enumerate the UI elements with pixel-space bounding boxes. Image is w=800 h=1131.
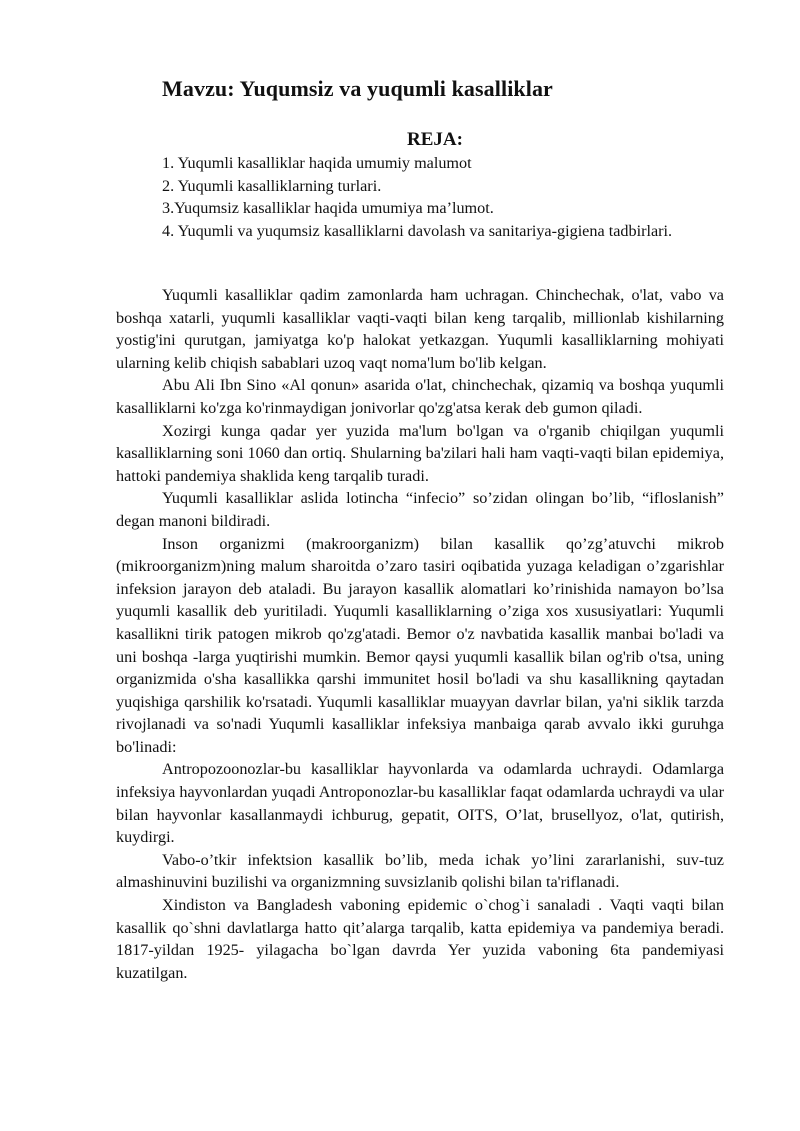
document-title: Mavzu: Yuqumsiz va yuqumli kasalliklar (162, 76, 553, 101)
plan-item: 4. Yuqumli va yuqumsiz kasalliklarni davolash va sanitariya-gigiena tadbirlari. (162, 221, 673, 240)
paragraph: Inson organizmi (makroorganizm) bilan kasallik qo’zg’atuvchi mikrob (mikroorganizm)ning malum sharoitda o’zaro tasiri oqibatida yuzaga keladigan o’zgarishlar infeksion jarayon deb ataladi. Bu jarayon kasallik alomatlari ko’rinishida namayon bo’lsa yuqumli kasallik deb yuritiladi. Yuqumli kasalliklarning o’ziga xos xususiyatlari: Yuqumli kasallikni tirik patogen mikrob qo'zg'atadi. Bemor o'z navbatida kasallik manbai bo'ladi va uni boshqa -larga yuqtirishi mumkin. Bemor qaysi yuqumli kasallik bilan og'rib o'tsa, uning organizmida o'sha kasallikka qarshi immunitet hosil bo'ladi va shu kasallikning qaytadan yuqishiga qarshilik ko'rsatadi. Yuqumli kasalliklar muayyan davrlar bilan, ya'ni siklik tarzda rivojlanadi va so'nadi Yuqumli kasalliklar infeksiya manbaiga qarab avvalo ikki guruhga bo'linadi: (116, 534, 724, 756)
paragraph: Yuqumli kasalliklar aslida lotincha “infecio” so’zidan olingan bo’lib, “ifloslanish” degan manoni bildiradi. (116, 489, 724, 530)
plan-list (116, 152, 724, 242)
plan-item: 2. Yuqumli kasalliklarning turlari. (162, 176, 382, 195)
plan-item: 3.Yuqumsiz kasalliklar haqida umumiya ma’lumot. (162, 199, 494, 218)
plan-heading: REJA: (407, 129, 463, 150)
plan-item: 1. Yuqumli kasalliklar haqida umumiy malumot (162, 154, 472, 172)
paragraph: Antropozoonozlar-bu kasalliklar hayvonlarda va odamlarda uchraydi. Odamlarga infeksiya hayvonlardan yuqadi Antroponozlar-bu kasalliklar faqat odamlarda uchraydi va ular bilan hayvonlar kasallanmaydi ichburug, gepatit, OITS, O’lat, brusellyoz, o'lat, qutirish, kuydirgi. (116, 760, 724, 847)
paragraph: Xindiston va Bangladesh vaboning epidemic o`chog`i sanaladi . Vaqti vaqti bilan kasallik qo`shni davlatlarga hatto qit’alarga tarqalib, katta epidemiya va pandemiya beradi. 1817-yildan 1925- yilagacha bo`lgan davrda Yer yuzida vaboning 6ta pandemiyasi kuzatilgan. (116, 896, 724, 982)
paragraph: Yuqumli kasalliklar qadim zamonlarda ham uchragan. Chinchechak, o'lat, vabo va boshqa xatarli, yuqumli kasalliklar vaqti-vaqti bilan keng tarqalib, millionlab kishilarning yostig'ini qurutgan, jamiyatga ko'p halokat yetkazgan. Yuqumli kasalliklarning mohiyati ularning kelib chiqish sabablari uzoq vaqt noma'lum bo'lib kelgan. (116, 286, 724, 372)
document-body (116, 284, 724, 984)
paragraph: Xozirgi kunga qadar yer yuzida ma'lum bo'lgan va o'rganib chiqilgan yuqumli kasalliklarning soni 1060 dan ortiq. Shularning ba'zilari hali ham vaqti-vaqti bilan epidemiya, hattoki pandemiya shaklida keng tarqalib turadi. (116, 421, 724, 485)
paragraph: Abu Ali Ibn Sino «Al qonun» asarida o'lat, chinchechak, qizamiq va boshqa yuqumli kasalliklarni ko'zga ko'rinmaydigan jonivorlar qo'zg'atsa kerak deb gumon qiladi. (116, 376, 724, 417)
paragraph: Vabo-o’tkir infektsion kasallik bo’lib, meda ichak yo’lini zararlanishi, suv-tuz almashinuvini buzilishi va organizmning suvsizlanib qolishi bilan ta'riflanadi. (116, 850, 724, 892)
